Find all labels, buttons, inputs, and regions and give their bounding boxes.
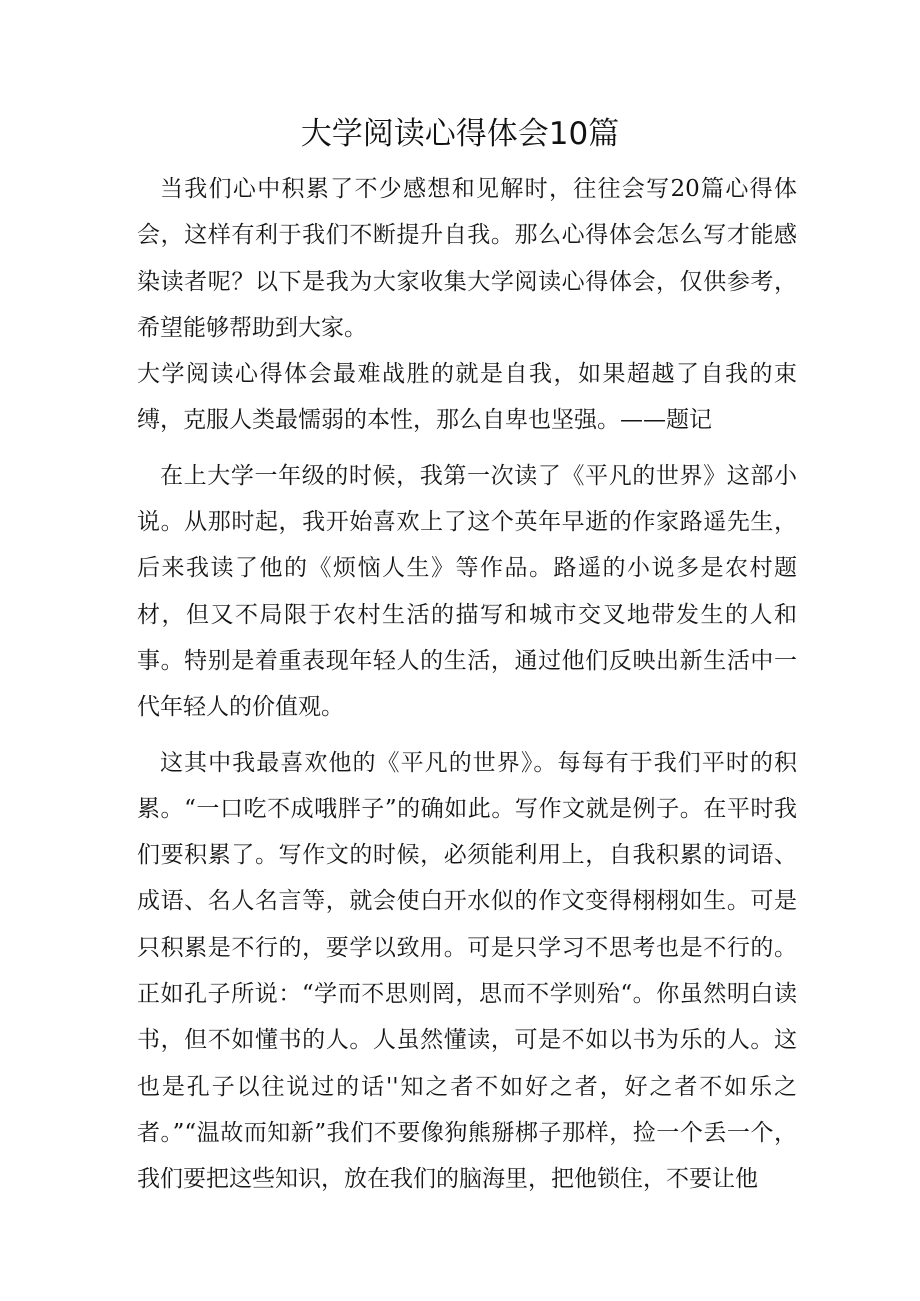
epigraph-paragraph: 大学阅读心得体会最难战胜的就是自我，如果超越了自我的束缚，克服人类最懦弱的本性，那么自卑也坚强。——题记	[137, 361, 797, 434]
document-title: 大学阅读心得体会10篇	[300, 116, 620, 152]
body-paragraph-2: 这其中我最喜欢他的《平凡的世界》。每每有于我们平时的积累。“一口吃不成哦胖子”的确如此。写作文就是例子。在平时我们要积累了。写作文的时候，必须能利用上，自我积累的词语、成语、名人名言等，就会使白开水似的作文变得栩栩如生。可是只积累是不行的，要学以致用。可是只学习不思考也是不行的。正如孔子所说：“学而不思则罔，思而不学则殆“。你虽然明白读书，但不如懂书的人。人虽然懂读，可是不如以书为乐的人。这也是孔子以往说过的话''知之者不如好之者，好之者不如乐之者。”“温故而知新”我们不要像狗熊掰梆子那样，捡一个丢一个，我们要把这些知识，放在我们的脑海里，把他锁住，不要让他	[137, 749, 797, 1193]
document-body	[137, 166, 797, 1203]
body-paragraph-1: 在上大学一年级的时候，我第一次读了《平凡的世界》这部小说。从那时起，我开始喜欢上了这个英年早逝的作家路遥先生，后来我读了他的《烦恼人生》等作品。路遥的小说多是农村题材，但又不局限于农村生活的描写和城市交叉地带发生的人和事。特别是着重表现年轻人的生活，通过他们反映出新生活中一代年轻人的价值观。	[137, 462, 797, 721]
intro-paragraph: 当我们心中积累了不少感想和见解时，往往会写20篇心得体会，这样有利于我们不断提升自我。那么心得体会怎么写才能感染读者呢？以下是我为大家收集大学阅读心得体会，仅供参考，希望能够帮助到大家。	[137, 176, 797, 341]
